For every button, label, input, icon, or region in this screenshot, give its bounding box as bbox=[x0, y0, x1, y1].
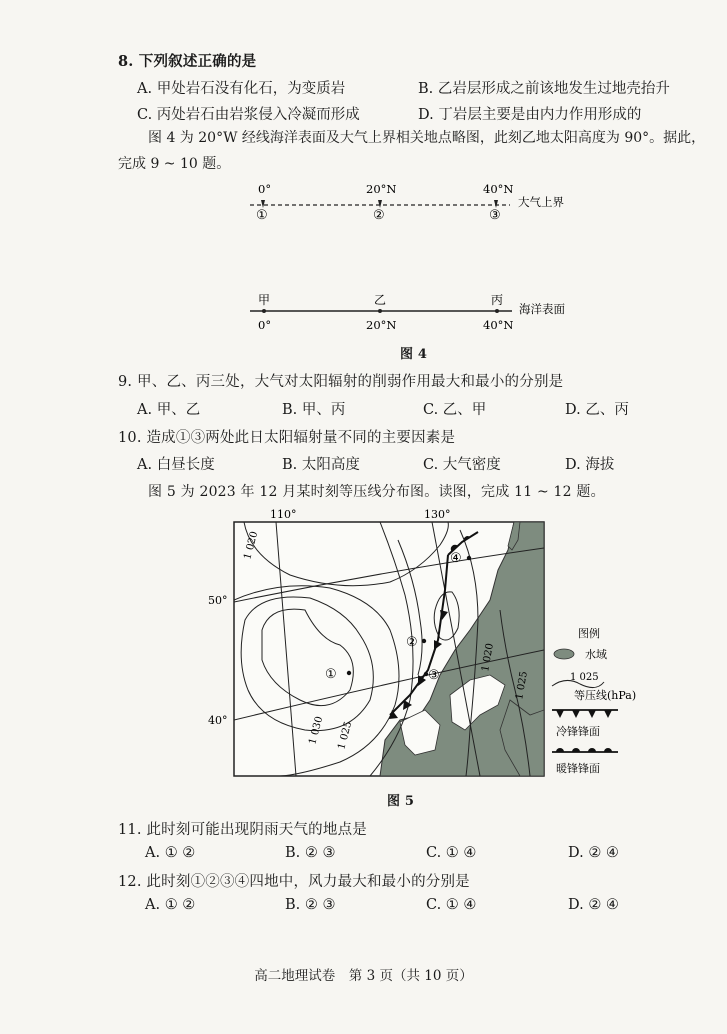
q12-option-c: C. ① ④ bbox=[426, 897, 477, 913]
map-point-4: ④ bbox=[450, 551, 462, 566]
fig4-top-lat-0: 0° bbox=[258, 182, 272, 196]
fig5-caption: 图 5 bbox=[387, 794, 415, 809]
q10-stem: 10. 造成①③两处此日太阳辐射量不同的主要因素是 bbox=[118, 430, 456, 446]
q11-stem: 11. 此时刻可能出现阴雨天气的地点是 bbox=[118, 822, 367, 838]
fig4-bottom-label: 海洋表面 bbox=[519, 302, 565, 316]
q8-option-a: A. 甲处岩石没有化石，为变质岩 bbox=[137, 81, 346, 97]
q9-option-c: C. 乙、甲 bbox=[423, 402, 487, 418]
legend-isobar-label: 等压线(hPa) bbox=[574, 689, 637, 702]
q8-option-c: C. 丙处岩石由岩浆侵入冷凝而形成 bbox=[137, 107, 360, 123]
q8-option-b: B. 乙岩层形成之前该地发生过地壳抬升 bbox=[418, 81, 670, 97]
legend-water-label: 水域 bbox=[585, 648, 607, 661]
lon-label-110: 110° bbox=[270, 508, 297, 521]
legend-warm-front-label: 暖锋锋面 bbox=[556, 762, 600, 775]
q10-option-b: B. 太阳高度 bbox=[282, 457, 360, 473]
fig4-point-3: ③ bbox=[489, 208, 501, 223]
q12-option-d: D. ② ④ bbox=[568, 897, 619, 913]
isobar-label-1020-nw: 1 020 bbox=[242, 530, 261, 561]
legend-cold-front-markers bbox=[556, 710, 612, 718]
lon-label-130: 130° bbox=[424, 508, 451, 521]
fig4-point-1: ① bbox=[256, 208, 268, 223]
lat-label-40: 40° bbox=[208, 714, 228, 727]
fig4-top-lat-2: 40°N bbox=[483, 182, 514, 196]
fig4-top-label: 大气上界 bbox=[518, 195, 564, 209]
q9-option-b: B. 甲、丙 bbox=[282, 402, 346, 418]
q10-option-d: D. 海拔 bbox=[565, 457, 615, 473]
lat-label-50: 50° bbox=[208, 594, 228, 607]
q11-option-b: B. ② ③ bbox=[285, 845, 336, 861]
q9-stem: 9. 甲、乙、丙三处，大气对太阳辐射的削弱作用最大和最小的分别是 bbox=[118, 374, 564, 390]
intro-9-10: 图 4 为 20°W 经线海洋表面及大气上界相关地点略图，此刻乙地太阳高度为 90°。据此，完成 9 ~ 10 题。 bbox=[118, 130, 706, 172]
fig4-point-bing: 丙 bbox=[491, 293, 504, 307]
figure-5-map bbox=[0, 500, 727, 790]
fig4-bottom-lat-0: 0° bbox=[258, 318, 272, 332]
map-point-3: ③ bbox=[428, 668, 440, 683]
fig4-point-jia: 甲 bbox=[258, 293, 271, 307]
figure-4 bbox=[0, 178, 727, 348]
intro-11-12: 图 5 为 2023 年 12 月某时刻等压线分布图。读图，完成 11 ~ 12 题。 bbox=[148, 484, 605, 500]
q12-stem: 12. 此时刻①②③④四地中，风力最大和最小的分别是 bbox=[118, 874, 470, 890]
fig4-point-yi: 乙 bbox=[374, 293, 387, 307]
legend-title: 图例 bbox=[578, 627, 600, 640]
q11-option-c: C. ① ④ bbox=[426, 845, 477, 861]
q12-option-b: B. ② ③ bbox=[285, 897, 336, 913]
map-point-2: ② bbox=[406, 635, 418, 650]
dot-point-4 bbox=[467, 556, 471, 560]
q8-stem: 8. 下列叙述正确的是 bbox=[118, 53, 257, 70]
q9-option-a: A. 甲、乙 bbox=[137, 402, 201, 418]
isobar-label-1025-east: 1 025 bbox=[514, 670, 530, 701]
q8-option-d: D. 丁岩层主要是由内力作用形成的 bbox=[418, 107, 642, 123]
legend-cold-front-label: 冷锋锋面 bbox=[556, 725, 600, 738]
fig4-point-2: ② bbox=[373, 208, 385, 223]
fig4-top-lat-1: 20°N bbox=[366, 182, 397, 196]
legend-water-swatch bbox=[554, 649, 574, 659]
legend-isobar-value: 1 025 bbox=[570, 672, 599, 683]
q11-option-d: D. ② ④ bbox=[568, 845, 619, 861]
page-footer: 高二地理试卷 第 3 页（共 10 页） bbox=[254, 968, 473, 984]
dot-point-1 bbox=[347, 671, 351, 675]
isobar-label-1025: 1 025 bbox=[336, 720, 355, 751]
q9-option-d: D. 乙、丙 bbox=[565, 402, 629, 418]
isobar-label-1020-east: 1 020 bbox=[480, 642, 496, 673]
q12-option-a: A. ① ② bbox=[145, 897, 196, 913]
fig4-bottom-lat-2: 40°N bbox=[483, 318, 514, 332]
q11-option-a: A. ① ② bbox=[145, 845, 196, 861]
fig4-bottom-lat-1: 20°N bbox=[366, 318, 397, 332]
isobar-label-1030: 1 030 bbox=[307, 715, 326, 746]
dot-point-2 bbox=[422, 639, 426, 643]
map-point-1: ① bbox=[325, 667, 337, 682]
q10-option-a: A. 白昼长度 bbox=[137, 457, 215, 473]
q10-option-c: C. 大气密度 bbox=[423, 457, 501, 473]
fig4-caption: 图 4 bbox=[400, 347, 428, 362]
